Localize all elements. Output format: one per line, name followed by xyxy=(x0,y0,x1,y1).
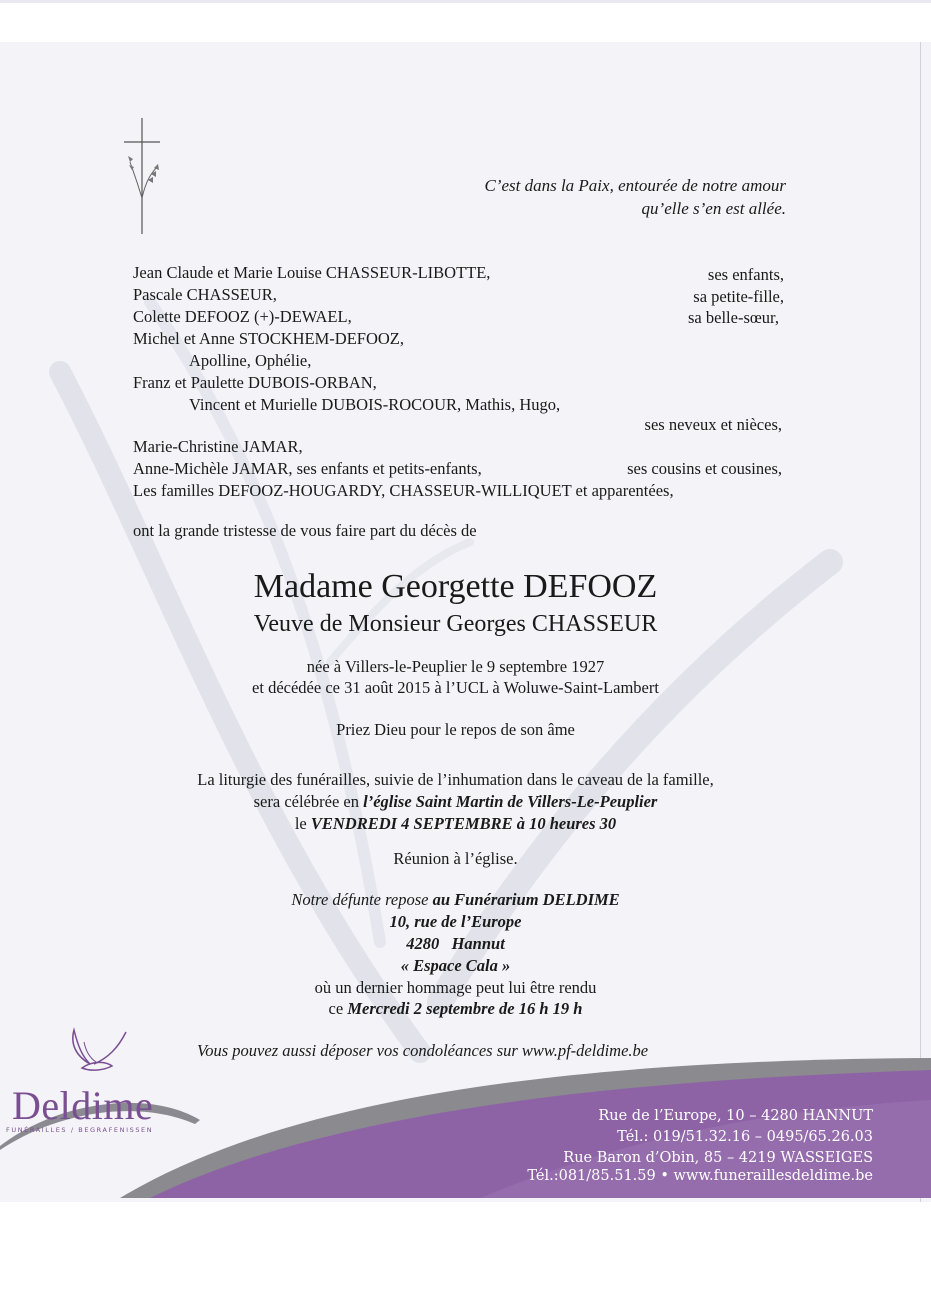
opening-quote xyxy=(484,174,786,220)
death-line: et décédée ce 31 août 2015 à l’UCL à Woluwe-Saint-Lambert xyxy=(252,678,659,697)
deceased-name: Madame Georgette DEFOOZ xyxy=(253,568,658,605)
rest-text: Notre défunte repose xyxy=(291,890,433,909)
footer-phone-1: Tél.: 019/51.32.16 – 0495/65.26.03 xyxy=(617,1129,873,1145)
cross-wheat-icon xyxy=(118,118,168,236)
liturgy-line-1: La liturgie des funérailles, suivie de l’inhumation dans le caveau de la famille, xyxy=(197,770,714,789)
rest-text: ce xyxy=(328,999,348,1018)
rest-city: 4280 Hannut xyxy=(406,934,505,953)
family-line: Vincent et Murielle DUBOIS-ROCOUR, Mathis, Hugo, xyxy=(189,395,561,414)
condolences-line: Vous pouvez aussi déposer vos condoléances sur www.pf-deldime.be xyxy=(197,1041,649,1060)
logo-tagline: FUNÉRAILLES / BEGRAFENISSEN xyxy=(6,1126,154,1134)
rest-line-1 xyxy=(0,889,921,911)
rest-homage: où un dernier hommage peut lui être rendu xyxy=(314,978,597,997)
liturgy-line-2 xyxy=(0,791,921,813)
family-line: Marie-Christine JAMAR, xyxy=(133,437,303,456)
church-name: l’église Saint Martin de Villers-Le-Peuplier xyxy=(363,792,658,811)
funerarium-name: au Funérarium DELDIME xyxy=(432,890,620,909)
birth-line: née à Villers-le-Peuplier le 9 septembre 1927 xyxy=(306,657,605,676)
relation-label: sa petite-fille, xyxy=(693,287,784,306)
funeral-date: VENDREDI 4 SEPTEMBRE à 10 heures 30 xyxy=(310,814,617,833)
family-line: Anne-Michèle JAMAR, ses enfants et petits-enfants, xyxy=(133,459,482,478)
family-line: Pascale CHASSEUR, xyxy=(133,285,277,304)
family-line: Apolline, Ophélie, xyxy=(189,351,312,370)
meeting-line: Réunion à l’église. xyxy=(393,849,518,868)
relation-label: ses cousins et cousines, xyxy=(627,459,782,478)
widow-line: Veuve de Monsieur Georges CHASSEUR xyxy=(253,611,658,637)
footer-address-2: Rue Baron d’Obin, 85 – 4219 WASSEIGES xyxy=(563,1150,873,1166)
announcement: ont la grande tristesse de vous faire part du décès de xyxy=(133,521,477,540)
page-top-edge xyxy=(0,0,931,3)
family-line: Michel et Anne STOCKHEM-DEFOOZ, xyxy=(133,329,405,348)
relation-label: sa belle-sœur, xyxy=(688,308,779,327)
footer-address-1: Rue de l’Europe, 10 – 4280 HANNUT xyxy=(598,1108,873,1124)
rest-room: « Espace Cala » xyxy=(400,956,511,975)
quote-line-1: C’est dans la Paix, entourée de notre amour xyxy=(484,176,786,195)
footer-phone-2: Tél.:081/85.51.59 • www.funeraillesdeldime.be xyxy=(527,1168,873,1184)
liturgy-text: sera célébrée en xyxy=(253,792,364,811)
liturgy-line-3 xyxy=(0,813,921,835)
rest-visit xyxy=(0,998,921,1020)
liturgy-text: le xyxy=(294,814,311,833)
family-line: Colette DEFOOZ (+)-DEWAEL, xyxy=(133,307,352,326)
prayer-line: Priez Dieu pour le repos de son âme xyxy=(336,720,575,739)
family-line: Jean Claude et Marie Louise CHASSEUR-LIBOTTE, xyxy=(133,263,491,282)
family-line: Franz et Paulette DUBOIS-ORBAN, xyxy=(133,373,377,392)
visit-date: Mercredi 2 septembre de 16 h 19 h xyxy=(347,999,583,1018)
relation-label: ses neveux et nièces, xyxy=(644,415,782,434)
dove-logo-icon xyxy=(60,1026,132,1084)
rest-address: 10, rue de l’Europe xyxy=(389,912,522,931)
relation-label: ses enfants, xyxy=(707,265,784,284)
quote-line-2: qu’elle s’en est allée. xyxy=(641,199,786,218)
logo-wordmark: Deldime xyxy=(12,1083,154,1128)
family-line: Les familles DEFOOZ-HOUGARDY, CHASSEUR-WILLIQUET et apparentées, xyxy=(133,481,674,500)
